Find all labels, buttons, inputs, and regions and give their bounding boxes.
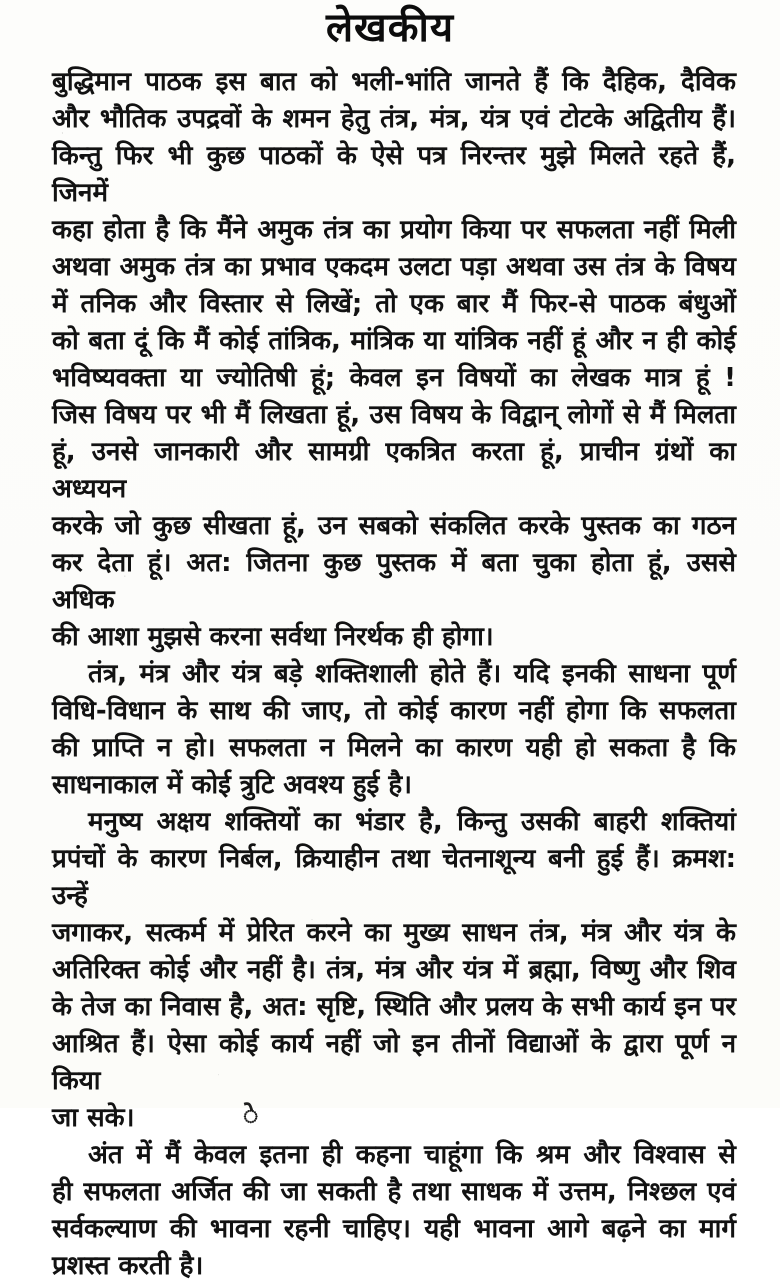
text-line: के तेज का निवास है, अत: सृष्टि, स्थिति और प्रलय के सभी कार्य इन पर [52,992,736,1022]
text-line: अंत में मैं केवल इतना ही कहना चाहूंगा कि श्रम और विश्वास से [88,1140,736,1170]
text-line: की प्राप्ति न हो। सफलता न मिलने का कारण यही हो सकता है कि [52,733,736,763]
text-line: आश्रित हैं। ऐसा कोई कार्य नहीं जो इन तीनों विद्याओं के द्वारा पूर्ण न किया [52,1029,736,1096]
text-line: जगाकर, सत्कर्म में प्रेरित करने का मुख्य साधन तंत्र, मंत्र और यंत्र के [52,918,736,948]
text-line: प्रपंचों के कारण निर्बल, क्रियाहीन तथा चेतनाशून्य बनी हुई हैं। क्रमश: उन्हें [52,844,736,911]
text-line: कर देता हूं। अत: जितना कुछ पुस्तक में बता चुका होता हूं, उससे अधिक [52,548,736,615]
text-line: अथवा अमुक तंत्र का प्रभाव एकदम उलटा पड़ा अथवा उस तंत्र के विषय [52,252,736,282]
text-line: किन्तु फिर भी कुछ पाठकों के ऐसे पत्र निरन्तर मुझे मिलते रहते हैं, जिनमें [52,141,736,208]
text-line: प्रशस्त करती है। [52,1251,204,1281]
text-line: तंत्र, मंत्र और यंत्र बड़े शक्तिशाली होते हैं। यदि इनकी साधना पूर्ण [88,659,736,689]
text-line: की आशा मुझसे करना सर्वथा निरर्थक ही होगा। [52,622,494,652]
text-line: हूं, उनसे जानकारी और सामग्री एकत्रित करता हूं, प्राचीन ग्रंथों का अध्ययन [52,437,736,504]
body-text [0,64,780,1285]
text-line: जा सके। [52,1103,135,1133]
text-line: भविष्यवक्ता या ज्योतिषी हूं; केवल इन विषयों का लेखक मात्र हूं ! [52,363,736,393]
text-line: बुद्धिमान पाठक इस बात को भली-भांति जानते हैं कि दैहिक, दैविक [52,67,736,97]
text-line: विधि-विधान के साथ की जाए, तो कोई कारण नहीं होगा कि सफलता [52,696,736,726]
text-line: ही सफलता अर्जित की जा सकती है तथा साधक में उत्तम, निश्छल एवं [52,1177,736,1207]
page-title: लेखकीय [325,5,455,51]
text-line: कहा होता है कि मैंने अमुक तंत्र का प्रयोग किया पर सफलता नहीं मिली [52,215,736,245]
cut-off-next-line-fragment: े [243,1101,259,1131]
text-line: अतिरिक्त कोई और नहीं है। तंत्र, मंत्र और यंत्र में ब्रह्मा, विष्णु और शिव [52,955,736,985]
text-line: करके जो कुछ सीखता हूं, उन सबको संकलित करके पुस्तक का गठन [52,511,736,541]
text-line: मनुष्य अक्षय शक्तियों का भंडार है, किन्तु उसकी बाहरी शक्तियां [88,807,736,837]
text-line: में तनिक और विस्तार से लिखें; तो एक बार मैं फिर-से पाठक बंधुओं [52,289,736,319]
text-line: सर्वकल्याण की भावना रहनी चाहिए। यही भावना आगे बढ़ने का मार्ग [52,1214,736,1244]
text-line: जिस विषय पर भी मैं लिखता हूं, उस विषय के विद्वान् लोगों से मैं मिलता [52,400,736,430]
text-line: को बता दूं कि मैं कोई तांत्रिक, मांत्रिक या यांत्रिक नहीं हूं और न ही कोई [52,326,736,356]
text-line: और भौतिक उपद्रवों के शमन हेतु तंत्र, मंत्र, यंत्र एवं टोटके अद्वितीय हैं। [52,104,736,134]
text-line: साधनाकाल में कोई त्रुटि अवश्य हुई है। [52,770,412,800]
